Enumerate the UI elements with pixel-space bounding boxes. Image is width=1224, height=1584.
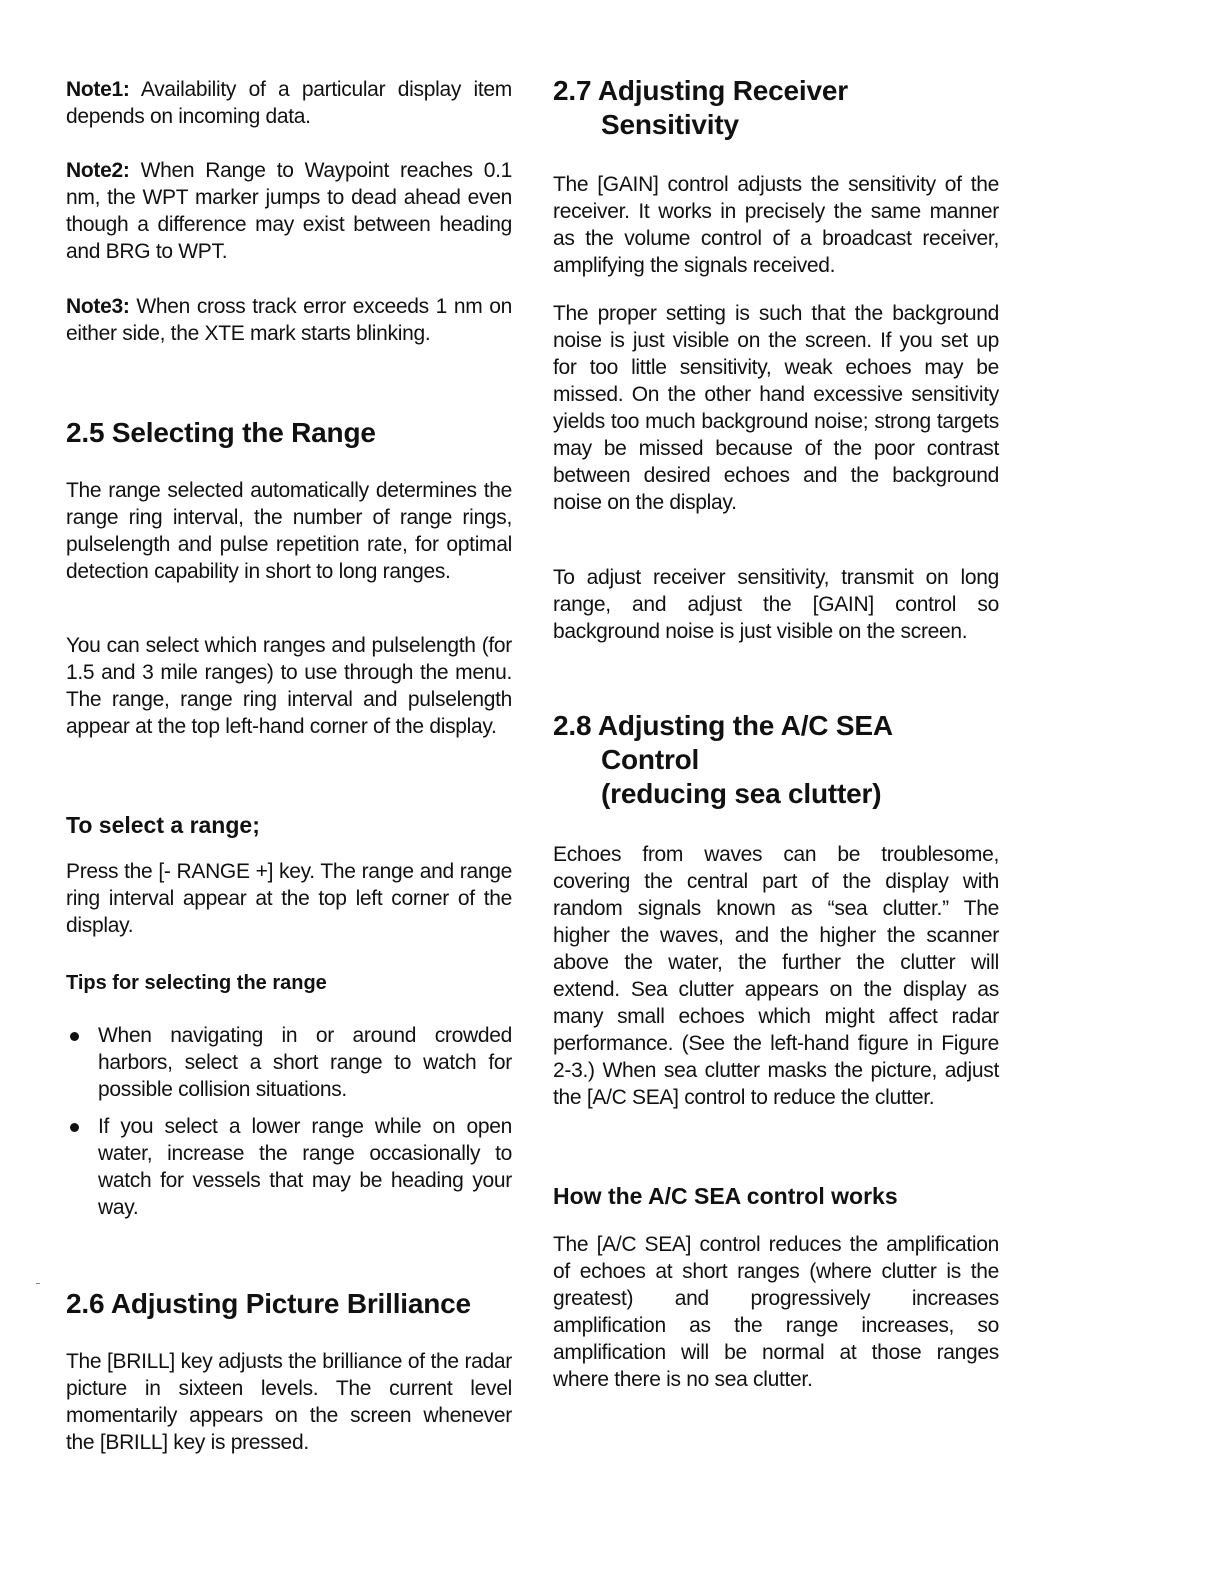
section-2-8-paragraph-2: The [A/C SEA] control reduces the amplification of echoes at short ranges (where clutter is the greatest) and progressively increases amplification as the range increases, so amplification will be normal at those ranges where there is no sea clutter. xyxy=(553,1233,999,1391)
section-2-5-paragraph-2: You can select which ranges and pulselength (for 1.5 and 3 mile ranges) to use through the menu. The range, range ring interval and pulselength appear at the top left-hand corner of the display. xyxy=(66,634,512,738)
select-range-subheading: To select a range; xyxy=(66,812,260,838)
note2-label: Note2: xyxy=(66,159,130,182)
note1-text: Availability of a particular display item depends on incoming data. xyxy=(66,78,512,128)
section-2-5-paragraph-1: The range selected automatically determines the range ring interval, the number of range rings, pulselength and pulse repetition rate, for optimal detection capability in short to long ranges. xyxy=(66,479,512,583)
section-2-8-heading-line-1: 2.8 Adjusting the A/C SEA xyxy=(553,710,893,741)
section-2-7-heading-line-1: 2.7 Adjusting Receiver xyxy=(553,75,848,106)
note3-label: Note3: xyxy=(66,295,130,318)
section-2-5-heading: 2.5 Selecting the Range xyxy=(66,417,376,448)
section-2-7-heading-line-2: Sensitivity xyxy=(601,109,739,140)
section-2-6-heading: 2.6 Adjusting Picture Brilliance xyxy=(66,1288,471,1319)
section-2-6-paragraph: The [BRILL] key adjusts the brilliance of the radar picture in sixteen levels. The current level momentarily appears on the screen whenever the [BRILL] key is pressed. xyxy=(66,1350,512,1454)
tips-heading: Tips for selecting the range xyxy=(66,972,327,994)
tip-text: If you select a lower range while on open water, increase the range occasionally to watch for vessels that may be heading your way. xyxy=(98,1115,512,1219)
list-item xyxy=(66,1113,512,1221)
note2 xyxy=(66,157,512,265)
note1 xyxy=(66,76,512,130)
note2-text: When Range to Waypoint reaches 0.1 nm, the WPT marker jumps to dead ahead even though a difference may exist between heading and BRG to WPT. xyxy=(66,159,512,263)
ac-sea-subheading: How the A/C SEA control works xyxy=(553,1183,898,1209)
note3 xyxy=(66,293,512,347)
section-2-7-paragraph-1: The [GAIN] control adjusts the sensitivity of the receiver. It works in precisely the same manner as the volume control of a broadcast receiver, amplifying the signals received. xyxy=(553,173,999,277)
section-2-8-heading xyxy=(553,709,999,811)
list-item xyxy=(66,1022,512,1103)
section-2-8-heading-line-2: Control xyxy=(601,744,700,775)
bullet-icon xyxy=(70,1032,79,1041)
scan-mark xyxy=(36,1283,40,1284)
section-2-7-paragraph-2: The proper setting is such that the background noise is just visible on the screen. If you set up for too little sensitivity, weak echoes may be missed. On the other hand excessive sensitivity yields too much background noise; strong targets may be missed because of the poor contrast between desired echoes and the background noise on the display. xyxy=(553,302,999,514)
note1-label: Note1: xyxy=(66,78,130,101)
note3-text: When cross track error exceeds 1 nm on either side, the XTE mark starts blinking. xyxy=(66,295,512,345)
section-2-8-paragraph-1: Echoes from waves can be troublesome, covering the central part of the display with random signals known as “sea clutter.” The higher the waves, and the higher the scanner above the water, the further the clutter will extend. Sea clutter appears on the display as many small echoes which might affect radar performance. (See the left-hand figure in Figure 2-3.) When sea clutter masks the picture, adjust the [A/C SEA] control to reduce the clutter. xyxy=(553,843,999,1109)
tips-list xyxy=(66,1022,512,1221)
bullet-icon xyxy=(70,1123,79,1132)
section-2-7-paragraph-3: To adjust receiver sensitivity, transmit on long range, and adjust the [GAIN] control so background noise is just visible on the screen. xyxy=(553,566,999,643)
tip-text: When navigating in or around crowded harbors, select a short range to watch for possible collision situations. xyxy=(98,1024,512,1101)
section-2-8-heading-line-3: (reducing sea clutter) xyxy=(601,778,882,809)
section-2-7-heading xyxy=(553,74,999,142)
select-range-paragraph: Press the [- RANGE +] key. The range and range ring interval appear at the top left corner of the display. xyxy=(66,860,512,937)
